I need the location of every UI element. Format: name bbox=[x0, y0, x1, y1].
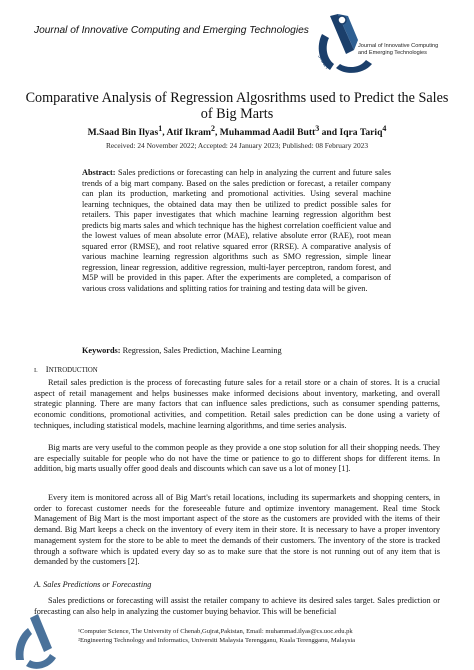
publication-dates: Received: 24 November 2022; Accepted: 24 January 2023; Published: 08 February 2023 bbox=[105, 141, 369, 150]
body-paragraph: Sales predictions or forecasting will assist the retailer company to achieve its desired sales target. Sales prediction or forecasting can also help in analyzing the customer buying behavior. This will be beneficial bbox=[34, 596, 440, 616]
footer-watermark-logo bbox=[12, 610, 72, 670]
logo-text bbox=[358, 43, 438, 56]
keywords bbox=[82, 346, 412, 355]
author-name: Muhammad Aadil Butt bbox=[219, 127, 316, 139]
author-affiliation: 2 bbox=[211, 124, 215, 133]
abstract-text: Sales predictions or forecasting can help in analyzing the current and future sales trends of a big mart company. Based on the sales prediction or forecast, a retailer company can plan its production, marketing and promotional activities. Using several machine learning techniques, the obtained data may then be utilized to predict possible sales for retailers. This paper investigates that which machine learning regression algorithm best predicts big marts sales and which technique has the highest correlation coefficient value and the lowest values of mean absolute error (MAE), relative absolute error (RAE), root mean squared error (RMSE), and root relative squared error (RRSE). A comparative analysis of various machine learning regression algorithms such as SMO regression, simple linear regression, linear regression, additive regression, multi-layer perceptron, random forest, and M5P will be provided in this paper. After the experiments are completed, a comparison of various cross validations and splitting ratios for training and testing data will be given. bbox=[82, 168, 392, 294]
footnote-affiliation-2: ²Engineering Technology and Informatics, Universiti Malaysia Terengganu, Kuala Terengganu, Malaysia bbox=[78, 637, 356, 644]
logo-text-line1: Journal of Innovative Computing bbox=[358, 43, 439, 49]
section-title-initial: I bbox=[45, 364, 49, 374]
keywords-text: Regression, Sales Prediction, Machine Learning bbox=[122, 346, 282, 355]
body-paragraph: Big marts are very useful to the common people as they provide a one stop solution for all their shopping needs. They are especially suitable for people who do not have the time or patience to go to different shops for different items. In addition, big marts usually offer good deals and discounts which can save us a lot of money [1]. bbox=[34, 443, 440, 474]
body-paragraph: Every item is monitored across all of Big Mart's retail locations, including its supermarkets and shopping centers, in order to forecast customer needs for the foreseeable future and optimize inventory management. Real time Stock Management of Big Mart is the most important aspect of the store as the customers are provided with the items of their demand. Big Mart keeps a check on the inventory of every item in their store. It is necessary to have a proper inventory management system for the store to be able to meet the demands of their customers. The inventory of the store is tracked through a software which is updated every day so as to make sure that the store is not running out of any item that is demanded by the customers [2]. bbox=[34, 493, 440, 567]
abstract-label: Abstract: bbox=[82, 168, 116, 177]
journal-header: Journal of Innovative Computing and Emerging Technologies bbox=[34, 25, 309, 36]
author-name: Iqra Tariq bbox=[339, 127, 383, 139]
author-and: and bbox=[319, 127, 340, 139]
author-affiliation: 4 bbox=[382, 124, 387, 133]
section-title-rest: NTRODUCTION bbox=[48, 367, 98, 374]
abstract bbox=[82, 168, 391, 295]
footnote-affiliation-1: ¹Computer Science, The University of Chenab,Gujrat,Pakistan, Email: muhammad.ilyas@cs.uoc.edu.pk bbox=[78, 628, 353, 635]
author-separator: , bbox=[215, 127, 220, 139]
paper-title: Comparative Analysis of Regression Algosrithms used to Predict the Sales of Big Marts bbox=[25, 90, 449, 122]
section-number: I. bbox=[34, 367, 38, 374]
author-affiliation: 1 bbox=[158, 124, 163, 133]
logo-mark-text: JICET bbox=[316, 53, 331, 72]
author-name: Atif Ikram bbox=[166, 127, 211, 139]
body-paragraph: Retail sales prediction is the process of forecasting future sales for a retail store or a chain of stores. It is a crucial aspect of retail management and helps businesses make informed decisions about inventory, marketing, and overall strategic planning. There are many factors that can influence sales predictions, such as consumer spending patterns, economic conditions, promotional activities, and competition. Retail sales prediction can be done using a variety of techniques, including statistical models, machine learning algorithms, and time series analysis. bbox=[34, 378, 440, 430]
author-separator: , bbox=[162, 127, 167, 139]
journal-logo bbox=[308, 6, 448, 78]
logo-text-line2: and Emerging Technologies bbox=[358, 49, 427, 56]
subsection-heading: A. Sales Predictions or Forecasting bbox=[34, 580, 152, 589]
author-affiliation: 3 bbox=[315, 124, 320, 133]
section-heading bbox=[34, 364, 98, 374]
author-name: M.Saad Bin Ilyas bbox=[87, 127, 159, 139]
keywords-label: Keywords: bbox=[82, 346, 121, 355]
author-list bbox=[20, 124, 454, 138]
